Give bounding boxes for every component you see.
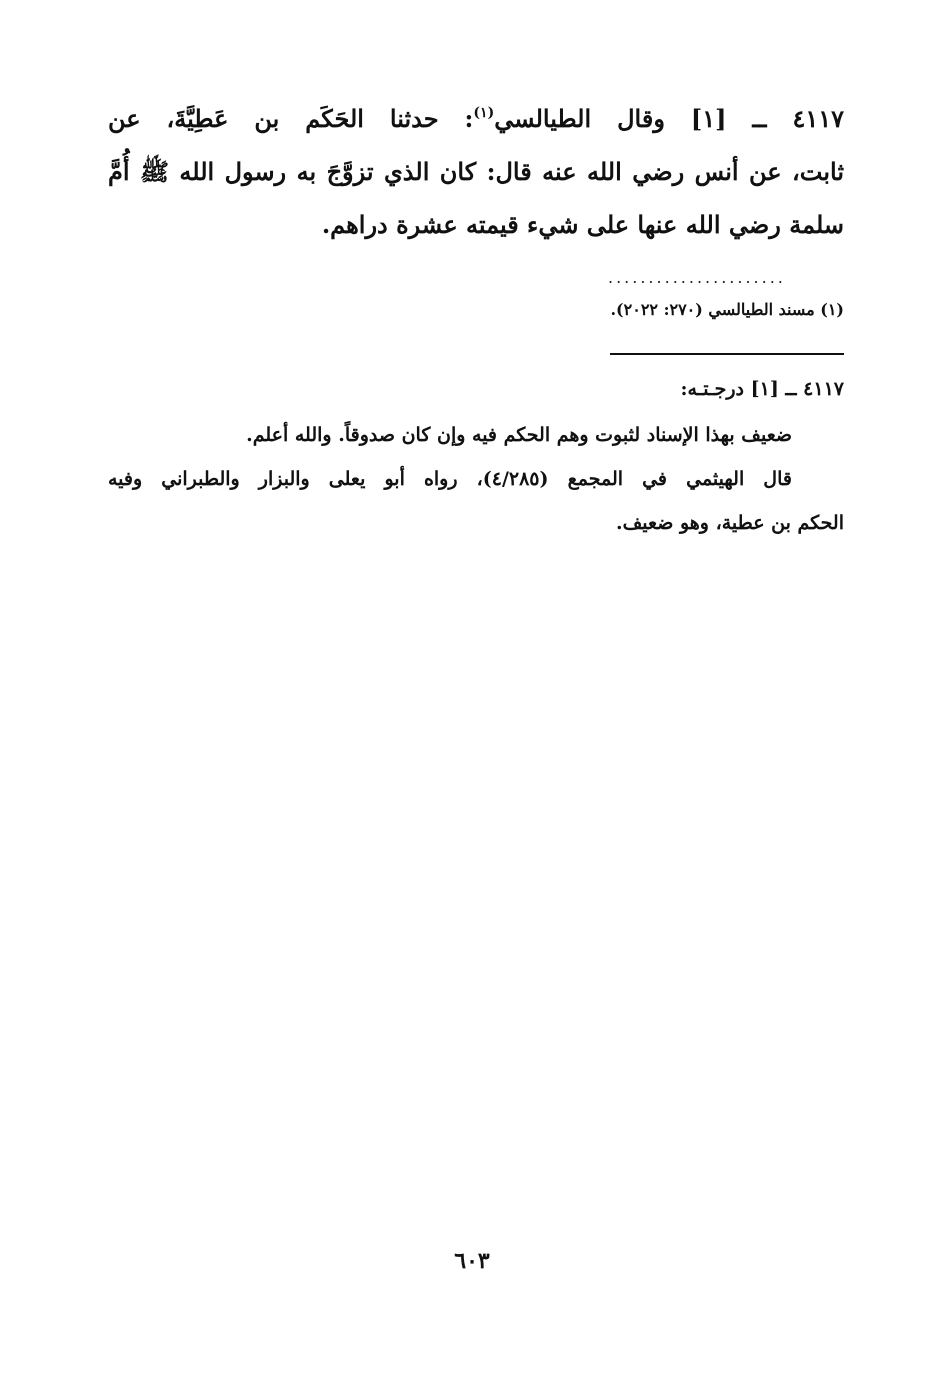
hadith-line-1-end: : حدثنا الحَكَم بن عَطِيَّةَ، عن [108,104,474,133]
grade-line-3: الحكم بن عطية، وهو ضعيف. [616,512,844,534]
hadith-line-1 [108,104,844,133]
page-number: ٦٠٣ [454,1248,490,1274]
hadith-line-1-start: ٤١١٧ ــ [١] وقال الطيالسي [494,104,844,133]
section-separator [610,353,844,355]
hadith-line-2: ثابت، عن أنس رضي الله عنه قال: كان الذي تزوَّجَ به رسول الله ﷺ أُمَّ [108,157,844,186]
grade-heading: ٤١١٧ ــ [١] درجـتـه: [680,378,844,400]
footnote: (١) مسند الطيالسي (٢٧٠: ٢٠٢٢). [610,300,844,319]
hadith-line-3: سلمة رضي الله عنها على شيء قيمته عشرة دراهم. [321,210,844,239]
grade-line-2: قال الهيثمي في المجمع (٤/٢٨٥)، رواه أبو يعلى والبزار والطبراني وفيه [108,468,792,490]
footnote-marker: (١) [473,105,495,121]
grade-line-1: ضعيف بهذا الإسناد لثبوت وهم الحكم فيه وإن كان صدوقاً. والله أعلم. [246,424,792,446]
footnote-dotted-separator: ...................... [608,268,786,287]
